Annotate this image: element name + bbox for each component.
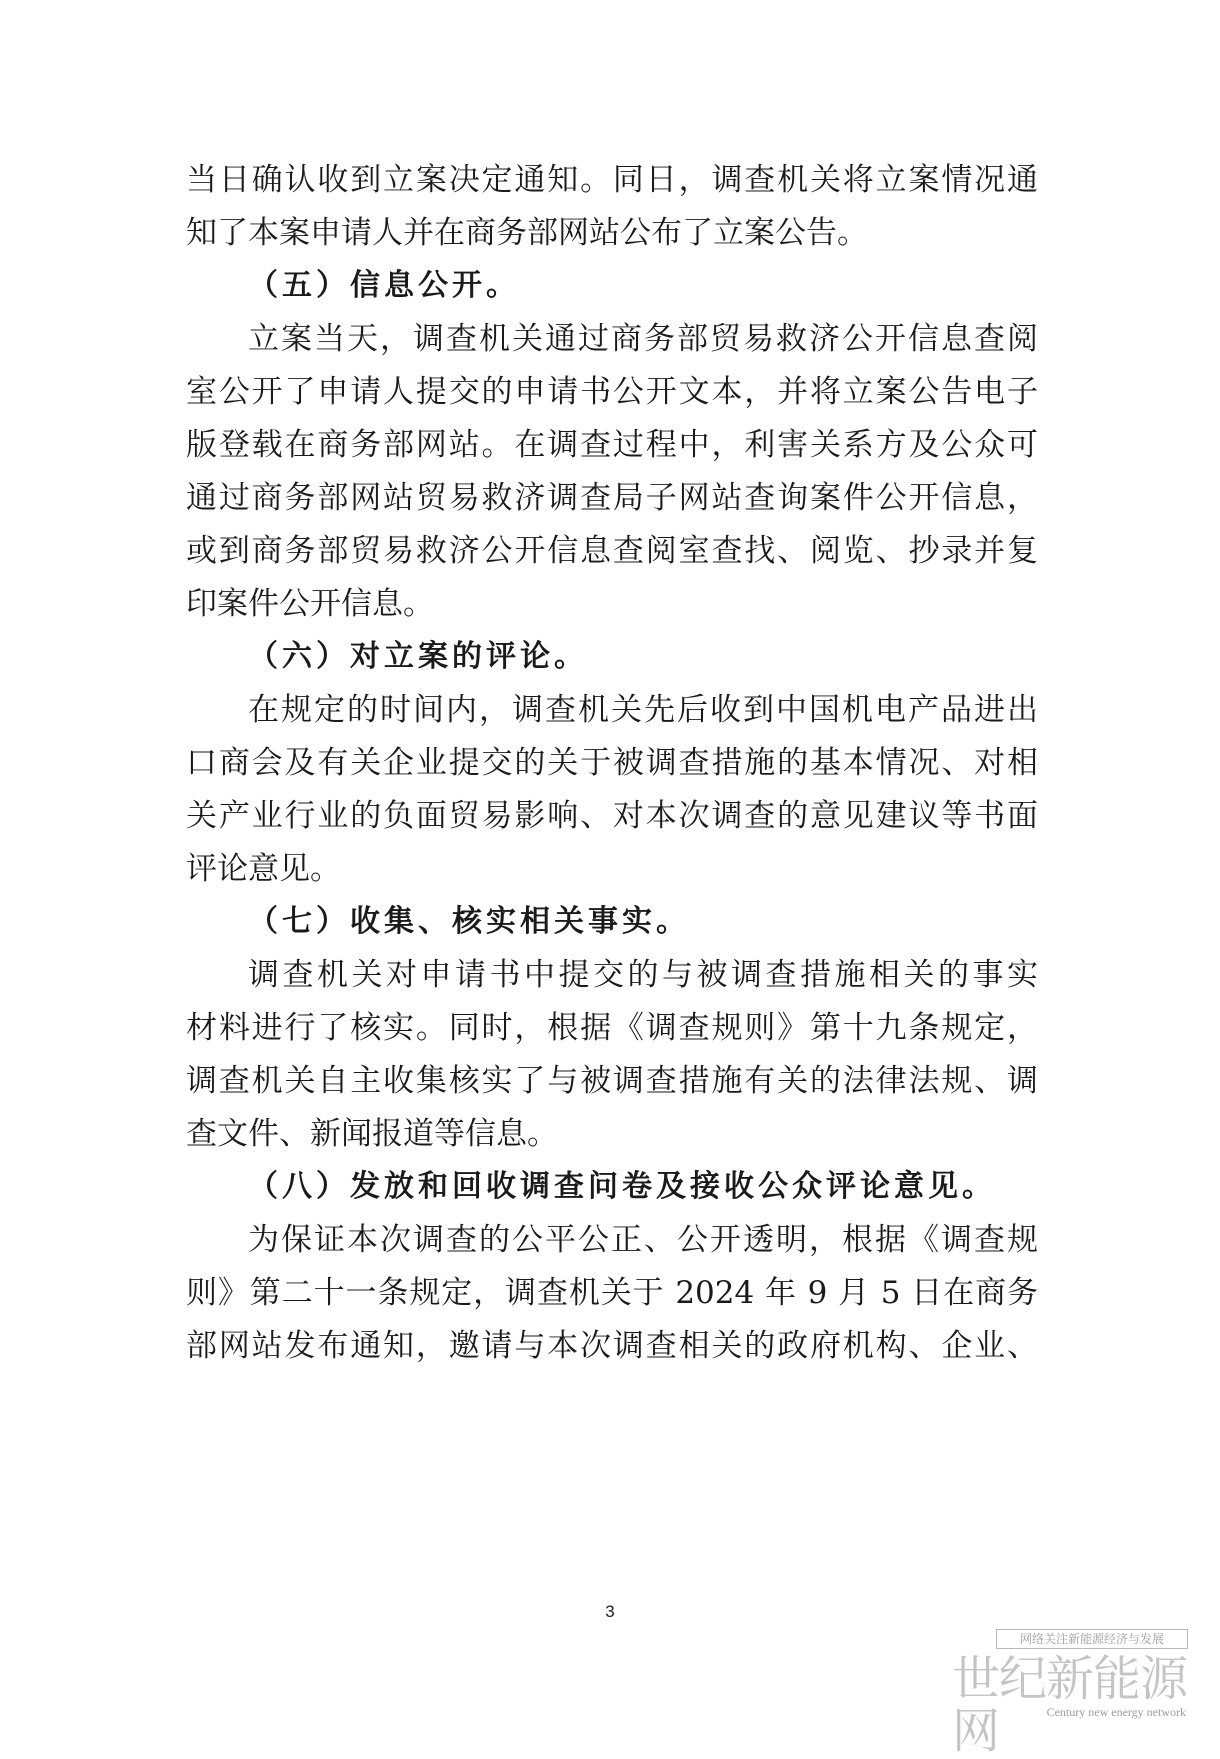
text-line: 调查机关自主收集核实了与被调查措施有关的法律法规、调 bbox=[186, 1063, 1038, 1099]
text-line: 关产业行业的负面贸易影响、对本次调查的意见建议等书面 bbox=[186, 798, 1038, 834]
text-line: 室公开了申请人提交的申请书公开文本，并将立案公告电子 bbox=[186, 374, 1038, 410]
section-heading: （五）信息公开。 bbox=[248, 268, 520, 303]
text-line: 为保证本次调查的公平公正、公开透明，根据《调查规 bbox=[248, 1222, 1038, 1258]
site-watermark bbox=[952, 1625, 1202, 1759]
watermark-english: Century new energy network bbox=[1046, 1705, 1186, 1719]
text-line: 材料进行了核实。同时，根据《调查规则》第十九条规定， bbox=[186, 1010, 1038, 1046]
text-line: 在规定的时间内，调查机关先后收到中国机电产品进出 bbox=[248, 692, 1038, 728]
text-line: 口商会及有关企业提交的关于被调查措施的基本情况、对相 bbox=[186, 745, 1038, 781]
text-line: 调查机关对申请书中提交的与被调查措施相关的事实 bbox=[248, 957, 1038, 993]
page-number: 3 bbox=[605, 1602, 615, 1621]
section-heading: （六）对立案的评论。 bbox=[248, 639, 588, 674]
text-line: 查文件、新闻报道等信息。 bbox=[186, 1116, 558, 1152]
text-line: 部网站发布通知，邀请与本次调查相关的政府机构、企业、 bbox=[186, 1328, 1038, 1364]
text-line: 立案当天，调查机关通过商务部贸易救济公开信息查阅 bbox=[248, 321, 1038, 357]
text-line: 则》第二十一条规定，调查机关于 2024 年 9 月 5 日在商务 bbox=[186, 1275, 1038, 1311]
text-line: 评论意见。 bbox=[186, 851, 341, 887]
text-line: 印案件公开信息。 bbox=[186, 586, 434, 622]
section-heading: （七）收集、核实相关事实。 bbox=[248, 904, 690, 939]
watermark-tagline: 网络关注新能源经济与发展 bbox=[996, 1629, 1188, 1649]
text-line: 版登载在商务部网站。在调查过程中，利害关系方及公众可 bbox=[186, 427, 1038, 463]
text-line: 或到商务部贸易救济公开信息查阅室查找、阅览、抄录并复 bbox=[186, 533, 1038, 569]
text-line: 知了本案申请人并在商务部网站公布了立案公告。 bbox=[186, 215, 868, 251]
text-line: 当日确认收到立案决定通知。同日，调查机关将立案情况通 bbox=[186, 162, 1038, 198]
text-line: 通过商务部网站贸易救济调查局子网站查询案件公开信息， bbox=[186, 480, 1038, 516]
section-heading: （八）发放和回收调查问卷及接收公众评论意见。 bbox=[248, 1169, 996, 1204]
watermark-logo-text: 世纪新能源网 bbox=[952, 1651, 1188, 1759]
